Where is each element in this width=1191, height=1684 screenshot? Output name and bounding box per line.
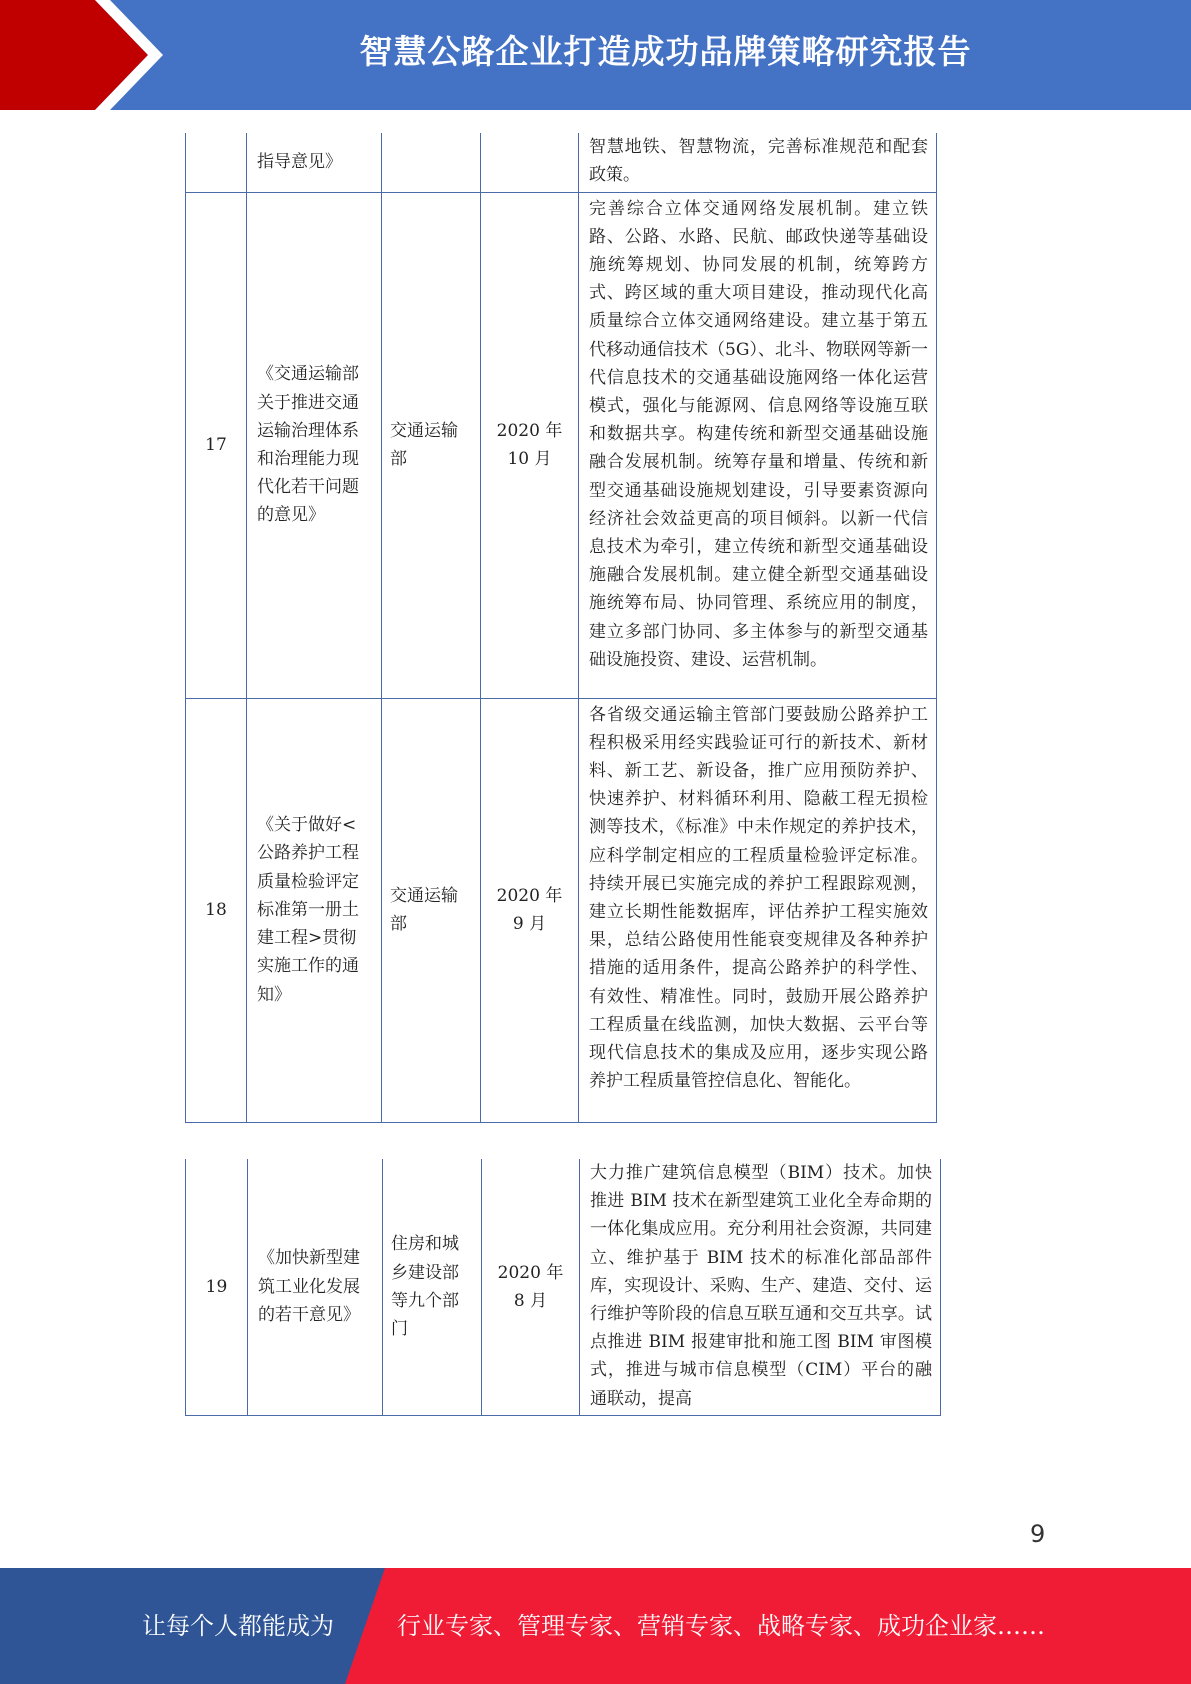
policy-content: 各省级交通运输主管部门要鼓励公路养护工程积极采用经实践验证可行的新技术、新材料、新工艺、新设备，推广应用预防养护、快速养护、材料循环利用、隐蔽工程无损检测等技术，《标准》中未作规定的养护技术，应科学制定相应的工程质量检验评定标准。持续开展已实施完成的养护工程跟踪观测，建立长期性能数据库，评估养护工程实施效果，总结公路使用性能衰变规律及各种养护措施的适用条件，提高公路养护的科学性、有效性、精准性。同时，鼓励开展公路养护工程质量在线监测，加快大数据、云平台等现代信息技术的集成及应用，逐步实现公路养护工程质量管控信息化、智能化。: [579, 698, 937, 1122]
issuing-department: [382, 133, 481, 192]
policy-content: 大力推广建筑信息模型（BIM）技术。加快推进 BIM 技术在新型建筑工业化全寿命期的一体化集成应用。充分利用社会资源，共同建立、维护基于 BIM 技术的标准化部品部件库，实现设计、采购、生产、建造、交付、运行维护等阶段的信息互联互通和交互共享。试点推进 BIM 报建审批和施工图 BIM 审图模式，推进与城市信息模型（CIM）平台的融通联动，提高: [580, 1159, 941, 1415]
document-title: 智慧公路企业打造成功品牌策略研究报告: [359, 32, 972, 71]
table-row: [186, 698, 937, 1122]
page-number: 9: [1030, 1520, 1046, 1548]
issue-date: 2020 年 9 月: [481, 698, 579, 1122]
table-row: [186, 1159, 941, 1415]
issuing-department: 交通运输部: [382, 698, 481, 1122]
policy-title: 《加快新型建筑工业化发展的若干意见》: [248, 1159, 383, 1415]
issuing-department: 住房和城乡建设部等九个部门: [383, 1159, 482, 1415]
issue-date: [481, 133, 579, 192]
issue-date: 2020 年 8 月: [482, 1159, 580, 1415]
policy-table: [185, 133, 937, 1123]
row-number: [186, 133, 247, 192]
page-header: [0, 0, 1191, 110]
table-row: [186, 133, 937, 192]
issue-date: 2020 年 10 月: [481, 192, 579, 698]
page-footer: [0, 1568, 1191, 1684]
policy-title: 《关于做好<公路养护工程质量检验评定标准第一册土建工程>贯彻实施工作的通知》: [247, 698, 382, 1122]
row-number: 17: [186, 192, 247, 698]
policy-title: 《交通运输部关于推进交通运输治理体系和治理能力现代化若干问题的意见》: [247, 192, 382, 698]
policy-title: 指导意见》: [247, 133, 382, 192]
table-row: [186, 192, 937, 698]
row-number: 18: [186, 698, 247, 1122]
footer-slogan-left: 让每个人都能成为: [142, 1612, 334, 1640]
policy-content: 智慧地铁、智慧物流，完善标准规范和配套政策。: [579, 133, 937, 192]
policy-content: 完善综合立体交通网络发展机制。建立铁路、公路、水路、民航、邮政快递等基础设施统筹规划、协同发展的机制，统筹跨方式、跨区域的重大项目建设，推动现代化高质量综合立体交通网络建设。建立基于第五代移动通信技术（5G）、北斗、物联网等新一代信息技术的交通基础设施网络一体化运营模式，强化与能源网、信息网络等设施互联和数据共享。构建传统和新型交通基础设施融合发展机制。统筹存量和增量、传统和新型交通基础设施规划建设，引导要素资源向经济社会效益更高的项目倾斜。以新一代信息技术为牵引，建立传统和新型交通基础设施融合发展机制。建立健全新型交通基础设施统筹布局、协同管理、系统应用的制度，建立多部门协同、多主体参与的新型交通基础设施投资、建设、运营机制。: [579, 192, 937, 698]
issuing-department: 交通运输部: [382, 192, 481, 698]
policy-table-continued: [185, 1159, 941, 1416]
row-number: 19: [186, 1159, 248, 1415]
footer-slogan-right: 行业专家、管理专家、营销专家、战略专家、成功企业家……: [397, 1612, 1045, 1640]
